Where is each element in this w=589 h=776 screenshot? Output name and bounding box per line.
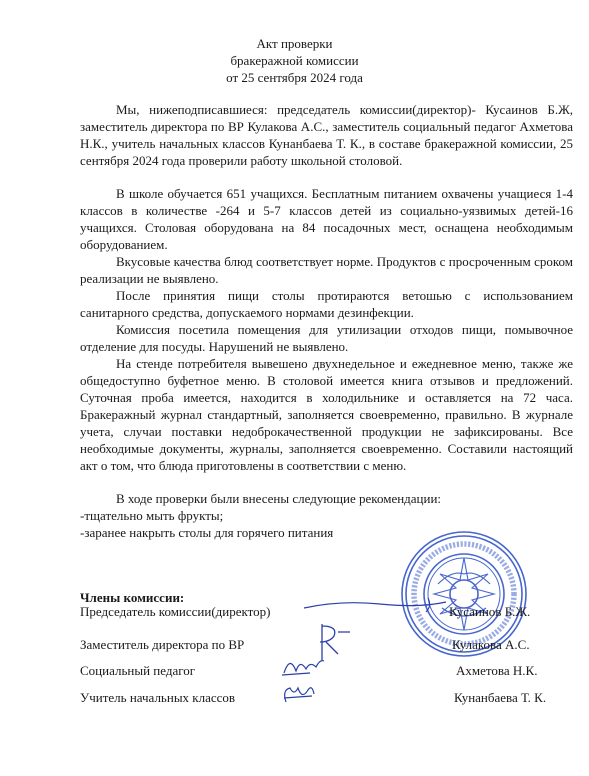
member-name-primary-teacher: Кунанбаева Т. К. [454, 690, 547, 705]
paragraph-waste: Комиссия посетила помещения для утилизации отходов пищи, помывочное отделение для посуды. Нарушений не выявлено. [80, 322, 573, 354]
paragraph-taste: Вкусовые качества блюд соответствует норме. Продуктов с просроченным сроком реализации не выявлено. [80, 254, 573, 286]
paragraph-commission: Мы, нижеподписавшиеся: председатель комиссии(директор)- Кусаинов Б.Ж, заместитель директора по ВР Кулакова А.С., заместитель социальный педагог Ахметова Н.К., учитель начальных классов Кунанбаева Т. К., в составе бракеражной комиссии, 25 сентября 2024 года проверили работу школьной столовой. [80, 102, 573, 168]
members-heading: Члены комиссии: [80, 590, 185, 605]
member-role-chairman: Председатель комиссии(директор) [80, 604, 271, 619]
member-role-primary-teacher: Учитель начальных классов [80, 690, 236, 705]
doc-subtitle: бракеражной комиссии [230, 53, 359, 68]
paragraph-cleaning: После принятия пищи столы протираются ветошью с использованием санитарного средства, допускаемого нормами дезинфекции. [80, 288, 573, 320]
member-name-deputy: Кулакова А.С. [452, 637, 530, 652]
member-role-deputy: Заместитель директора по ВР [80, 637, 245, 652]
paragraph-menu: На стенде потребителя вывешено двухнедельное и ежедневное меню, также же общедоступно буфетное меню. В столовой имеется книга отзывов и предложений. Суточная проба имеется, находится в холодильнике и оставляется на 72 часа. Бракеражный журнал стандартный, заполняется своевременно, правильно. В журнале учета, случаи поставки недоброкачественной продукции не зафиксированы. Все необходимые документы, журналы, заполняется своевременно. Составили настоящий акт о том, что блюда приготовлены в соответствии с меню. [80, 356, 573, 473]
member-name-social-pedagogue: Ахметова Н.К. [456, 663, 538, 678]
signature-social-pedagogue [280, 651, 328, 681]
recommendation-item: -заранее накрыть столы для горячего питания [80, 525, 334, 540]
paragraph-students: В школе обучается 651 учащихся. Бесплатным питанием охвачены учащиеся 1-4 классов в количестве -264 и 5-7 классов детей из социально-уязвимых детей-16 учащихся. Столовая оборудована на 84 посадочных мест, оснащена необходимым оборудованием. [80, 186, 573, 252]
recommendation-item: -тщательно мыть фрукты; [80, 508, 224, 523]
paragraph-recommendations: В ходе проверки были внесены следующие рекомендации: [116, 491, 442, 506]
signature-primary-teacher [278, 680, 318, 708]
member-role-social-pedagogue: Социальный педагог [80, 663, 196, 678]
member-name-chairman: Кусаинов Б.Ж. [449, 604, 531, 619]
doc-title: Акт проверки [256, 36, 333, 51]
signature-chairman [300, 592, 450, 618]
doc-date: от 25 сентября 2024 года [226, 70, 363, 85]
